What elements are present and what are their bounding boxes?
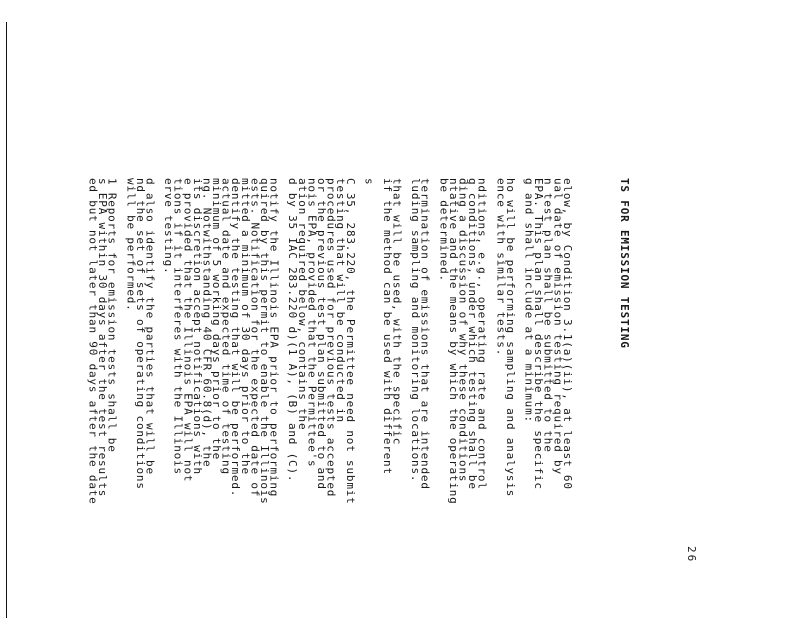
text-line: ation required below, contains the	[295, 178, 309, 431]
text-line: ual date of emission testing required by	[551, 178, 565, 475]
text-line: ests. Notification for the expected date of	[248, 178, 262, 498]
text-line: ding a discussion of why these conditions	[456, 178, 470, 483]
page-number: 26	[685, 546, 698, 564]
text-line: ed but not later than 90 days after the date	[86, 178, 100, 505]
text-line: n test plan shall be submitted to the	[541, 178, 555, 453]
text-line: ho will be performing sampling and analysis	[503, 178, 517, 498]
text-line: that will be used, with the specific	[390, 178, 404, 446]
text-line: mitted a minimum of 30 days prior to the	[238, 178, 252, 475]
text-line: s EPA within 30 days after the test results	[96, 178, 110, 498]
text-line: s	[362, 178, 376, 186]
text-line: erve testing.	[162, 178, 176, 275]
text-line: e provided that the Illinois EPA will not	[181, 178, 195, 483]
text-line: notify the Illinois EPA prior to performing	[267, 178, 281, 498]
text-line: tions if it interferes with the Illinois	[171, 178, 185, 475]
text-line: termination of emissions that are intended	[418, 178, 432, 490]
text-line: nd the set of sets of operating conditions	[133, 178, 147, 490]
text-line: d also identify the parties that will be	[143, 178, 157, 475]
document-heading: TS FOR EMISSION TESTING	[617, 178, 631, 349]
text-line: ng. Notwithstanding 40 CFR 60.8(d), the	[200, 178, 214, 468]
text-line: actual date and expected time of testing	[219, 178, 233, 475]
text-line: quired by this permit to enable the Illinois	[258, 178, 271, 505]
text-line: or the previous test plan submitted to and	[314, 178, 328, 490]
text-line: dentify the testing that will be performed.	[229, 178, 243, 498]
text-line: ence with similar tests.	[494, 178, 508, 357]
text-line: ntative and the means by which the operating	[446, 178, 460, 505]
text-line: procedures used for previous tests accepted	[324, 178, 338, 498]
text-line: if the method can be used with different	[380, 178, 394, 475]
text-line: minimum of 5 working days prior to the	[210, 178, 224, 461]
text-line: luding sampling and monitoring locations.	[409, 178, 423, 483]
document-body	[88, 178, 572, 618]
text-line: d by 35 IAC 283.220 d)(1 A), (B) and (C).	[286, 178, 300, 483]
text-line: C 35, 283.220, the Permittee need not submit	[343, 178, 357, 505]
paragraph-gap	[591, 178, 600, 618]
text-line: nditions, e.g., operating rate and control	[475, 178, 489, 490]
text-line: elow, by Condition 3.1(a)(ii), at least 60	[560, 178, 574, 490]
text-line: g conditions, under which testing shall be	[466, 178, 480, 490]
text-line: g and shall include at a minimum:	[522, 178, 536, 423]
text-line: nois EPA, provided that the Permittee's	[305, 178, 319, 468]
text-line: be determined.	[437, 178, 451, 282]
text-line: will be performed.	[124, 178, 138, 312]
text-line: its discretion accept notifications with	[190, 178, 204, 475]
text-line: 1 Reports for emission tests shall be	[105, 178, 119, 453]
text-line: testing that will be conducted in	[334, 178, 348, 423]
text-line: EPA. This plan shall describe the specific	[532, 178, 546, 490]
